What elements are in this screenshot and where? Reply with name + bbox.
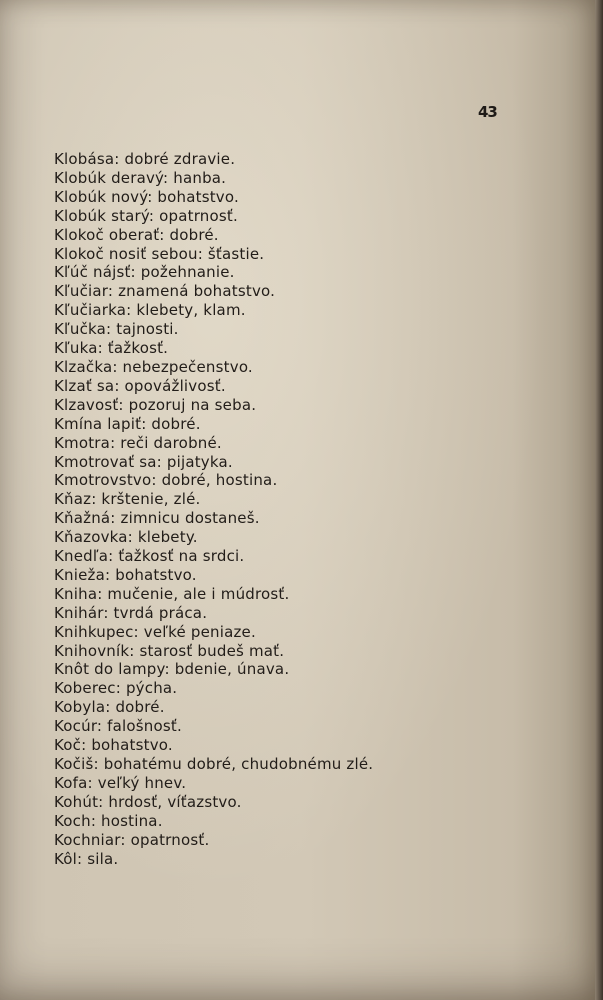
dictionary-entry: Klzavosť: pozoruj na seba. [54,395,257,414]
dictionary-entry: Kľučka: tajnosti. [54,320,179,339]
dictionary-entry: Knedľa: ťažkosť na srdci. [54,547,245,566]
dictionary-entry: Kmotra: reči darobné. [54,433,222,452]
dictionary-entry: Klzačka: nebezpečenstvo. [54,357,253,376]
dictionary-entry: Koč: bohatstvo. [54,736,173,755]
dictionary-entry: Kmotrovať sa: pijatyka. [54,452,233,471]
dictionary-entry: Kniha: mučenie, ale i múdrosť. [54,584,290,603]
dictionary-entry: Klzať sa: opovážlivosť. [54,376,226,395]
dictionary-entry: Knihár: tvrdá práca. [54,603,208,622]
dictionary-entry: Kľučiar: znamená bohatstvo. [54,282,276,301]
dictionary-entry: Klokoč nosiť sebou: šťastie. [54,244,265,263]
dictionary-entry: Klobása: dobré zdravie. [54,150,236,168]
dictionary-entry: Kôl: sila. [54,849,119,868]
dictionary-entry: Knôt do lampy: bdenie, únava. [54,660,290,679]
dictionary-entry: Knihkupec: veľké peniaze. [54,622,256,641]
dictionary-entry: Kochniar: opatrnosť. [54,830,210,849]
dictionary-entry: Kňažná: zimnicu dostaneš. [54,509,260,528]
page-number: 43 [478,103,497,121]
dictionary-entry: Kohút: hrdosť, víťazstvo. [54,792,242,811]
dictionary-entry: Kľučiarka: klebety, klam. [54,301,246,320]
dictionary-entry: Klokoč oberať: dobré. [54,225,219,244]
dictionary-entry: Kňazovka: klebety. [54,528,198,547]
dictionary-entry-list [54,150,574,868]
dictionary-entry: Kofa: veľký hnev. [54,773,187,792]
page-edge-shadow [595,0,603,1000]
dictionary-entry: Kmína lapiť: dobré. [54,414,201,433]
dictionary-entry: Kočiš: bohatému dobré, chudobnému zlé. [54,755,374,773]
dictionary-entry: Kňaz: krštenie, zlé. [54,490,201,509]
dictionary-entry: Klobúk deravý: hanba. [54,168,227,187]
dictionary-entry: Kľúč nájsť: požehnanie. [54,263,235,282]
dictionary-entry: Kmotrovstvo: dobré, hostina. [54,471,278,490]
dictionary-entry: Klobúk nový: bohatstvo. [54,187,239,206]
dictionary-entry: Knihovník: starosť budeš mať. [54,641,285,660]
dictionary-entry: Knieža: bohatstvo. [54,565,197,584]
dictionary-entry: Kocúr: falošnosť. [54,717,182,736]
dictionary-entry: Kľuka: ťažkosť. [54,339,169,358]
dictionary-entry: Koch: hostina. [54,811,163,830]
dictionary-entry: Kobyla: dobré. [54,698,165,717]
dictionary-entry: Klobúk starý: opatrnosť. [54,206,238,225]
dictionary-entry: Koberec: pýcha. [54,679,178,698]
